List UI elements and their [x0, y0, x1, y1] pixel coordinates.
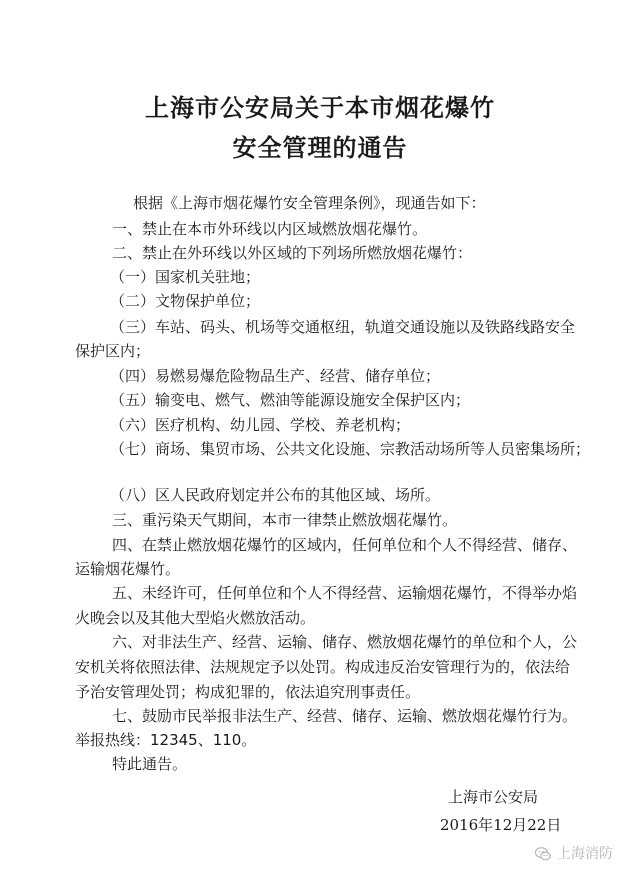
notice-line-item-2: （二）文物保护单位；	[110, 292, 261, 310]
notice-line-article-2: 二、禁止在外环线以外区域的下列场所燃放烟花爆竹：	[112, 244, 473, 262]
notice-line-article-5: 五、未经许可，任何单位和个人不得经营、运输烟花爆竹，不得举办焰	[112, 584, 578, 602]
notice-title-line2: 安全管理的通告	[232, 134, 408, 162]
notice-line-article-7: 七、鼓励市民举报非法生产、经营、储存、运输、燃放烟花爆竹行为。	[112, 707, 578, 725]
notice-line-closing: 特此通告。	[112, 755, 188, 773]
notice-line-article-7-cont: 举报热线：12345、110。	[75, 731, 257, 749]
notice-line-article-1: 一、禁止在本市外环线以内区域燃放烟花爆竹。	[112, 220, 428, 238]
notice-line-item-5: （五）输变电、燃气、燃油等能源设施安全保护区内；	[110, 391, 471, 409]
notice-line-item-4: （四）易燃易爆危险物品生产、经营、储存单位；	[110, 367, 441, 385]
wechat-icon	[534, 845, 552, 863]
notice-line-article-3: 三、重污染天气期间，本市一律禁止燃放烟花爆竹。	[112, 511, 458, 529]
notice-line-item-3: （三）车站、码头、机场等交通枢纽，轨道交通设施以及铁路线路安全	[110, 318, 576, 336]
notice-line-item-6: （六）医疗机构、幼儿园、学校、养老机构；	[110, 416, 411, 434]
notice-line-article-4: 四、在禁止燃放烟花爆竹的区域内，任何单位和个人不得经营、储存、	[112, 536, 578, 554]
notice-line-intro: 根据《上海市烟花爆竹安全管理条例》，现通告如下：	[133, 194, 486, 212]
notice-line-item-1: （一）国家机关驻地；	[110, 268, 261, 286]
notice-line-article-6: 六、对非法生产、经营、运输、储存、燃放烟花爆竹的单位和个人，公	[112, 633, 578, 651]
notice-line-article-4-cont: 运输烟花爆竹。	[75, 560, 181, 578]
notice-line-article-6-cont2: 予治安管理处罚；构成犯罪的，依法追究刑事责任。	[75, 683, 421, 701]
notice-title-line1: 上海市公安局关于本市烟花爆竹	[145, 94, 495, 122]
issue-date: 2016年12月22日	[440, 816, 562, 834]
notice-line-item-8: （八）区人民政府划定并公布的其他区域、场所。	[110, 486, 441, 504]
watermark	[534, 844, 613, 864]
issuer-name: 上海市公安局	[448, 788, 539, 806]
notice-line-article-6-cont1: 安机关将依照法律、法规规定予以处罚。构成违反治安管理行为的，依法给	[75, 658, 571, 676]
notice-line-article-5-cont: 火晚会以及其他大型焰火燃放活动。	[75, 609, 316, 627]
watermark-text: 上海消防	[557, 846, 613, 862]
notice-line-item-3-cont: 保护区内；	[75, 342, 151, 360]
notice-line-item-7: （七）商场、集贸市场、公共文化设施、宗教活动场所等人员密集场所；	[110, 440, 591, 458]
